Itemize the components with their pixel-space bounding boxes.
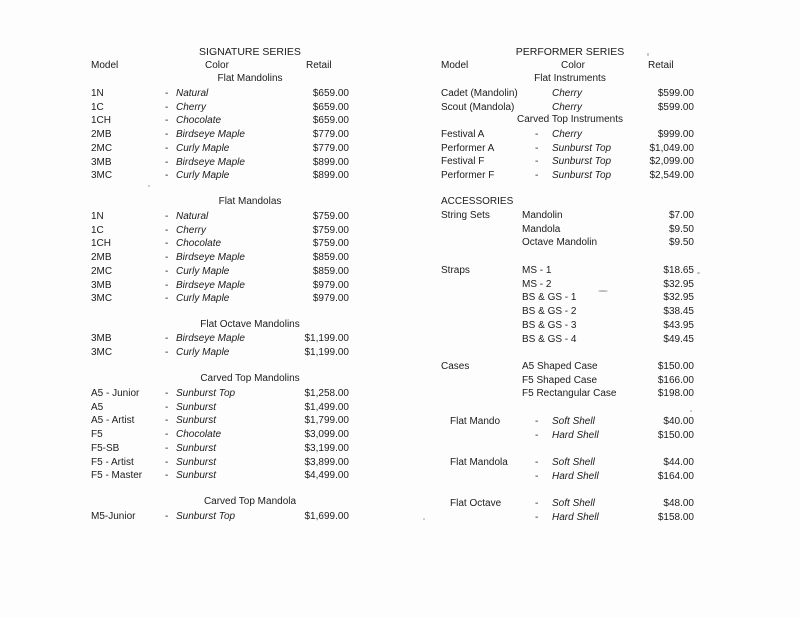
price-cell: $859.00 <box>312 252 349 264</box>
price-cell: $759.00 <box>312 238 349 250</box>
model-cell: F5-SB <box>91 442 120 454</box>
scan-speck <box>598 290 608 292</box>
model-cell: 3MB <box>91 156 112 168</box>
shell-type: Hard Shell <box>552 511 599 523</box>
dash-cell: - <box>535 142 539 154</box>
dash-cell: - <box>535 170 539 182</box>
accessory-price: $18.65 <box>663 265 694 276</box>
color-cell: Cherry <box>176 224 207 236</box>
accessory-item: Mandola <box>522 223 561 235</box>
scan-speck <box>647 53 649 56</box>
flat-octave-mandolins-title: Flat Octave Mandolins <box>200 319 300 330</box>
signature-series-title: SIGNATURE SERIES <box>199 46 301 58</box>
dash-cell: - <box>165 101 169 113</box>
color-cell: Sunburst Top <box>552 156 612 168</box>
shell-price: $158.00 <box>657 511 694 523</box>
color-cell: Birdseye Maple <box>176 333 245 344</box>
color-cell: Sunburst Top <box>552 142 612 154</box>
color-cell: Sunburst <box>176 470 217 482</box>
model-cell: 3MB <box>91 333 112 344</box>
color-cell: Chocolate <box>176 115 222 127</box>
dash-cell: - <box>165 388 169 399</box>
shell-price: $164.00 <box>657 470 694 482</box>
dash-cell: - <box>165 511 169 522</box>
accessory-price: $32.95 <box>663 292 694 304</box>
shell-type: Soft Shell <box>552 498 595 509</box>
string-sets-label: String Sets <box>441 210 490 221</box>
dash-cell: - <box>165 115 169 127</box>
dash-cell: - <box>165 401 169 413</box>
shell-price: $48.00 <box>663 498 694 509</box>
price-cell: $1,799.00 <box>304 415 349 427</box>
dash-cell: - <box>165 346 169 358</box>
flat-mandolas-title: Flat Mandolas <box>218 196 282 207</box>
dash-cell: - <box>165 442 169 454</box>
dash-cell: - <box>535 129 539 140</box>
price-cell: $599.00 <box>657 101 694 113</box>
color-cell: Sunburst <box>176 415 217 427</box>
accessory-price: $32.95 <box>663 278 694 290</box>
scan-speck <box>697 272 700 274</box>
model-cell: F5 <box>91 429 103 441</box>
model-cell: Performer A <box>441 142 495 154</box>
carved-top-instruments-title: Carved Top Instruments <box>517 114 623 125</box>
left-header-model: Model <box>91 60 119 71</box>
price-cell: $979.00 <box>312 293 349 305</box>
dash-cell: - <box>535 498 539 509</box>
right-header-color: Color <box>561 60 585 71</box>
accessory-item: Mandolin <box>522 210 563 221</box>
model-cell: Scout (Mandola) <box>441 101 515 113</box>
model-cell: 2MB <box>91 252 112 264</box>
color-cell: Curly Maple <box>176 142 230 154</box>
color-cell: Sunburst Top <box>552 170 612 182</box>
color-cell: Sunburst <box>176 456 217 468</box>
accessory-price: $38.45 <box>663 306 694 318</box>
model-cell: 3MC <box>91 170 113 182</box>
model-cell: Festival F <box>441 156 485 168</box>
price-cell: $3,199.00 <box>304 442 349 454</box>
shell-type: Soft Shell <box>552 416 595 427</box>
color-cell: Curly Maple <box>176 293 230 305</box>
dash-cell: - <box>535 429 539 441</box>
model-cell: A5 - Artist <box>91 415 135 427</box>
color-cell: Chocolate <box>176 238 222 250</box>
accessories-title: ACCESSORIES <box>441 196 514 207</box>
shell-price: $44.00 <box>663 457 694 468</box>
right-header-model: Model <box>441 60 469 71</box>
dash-cell: - <box>165 224 169 236</box>
dash-cell: - <box>165 265 169 277</box>
cases-label: Cases <box>441 361 470 372</box>
price-cell: $2,549.00 <box>649 170 694 182</box>
color-cell: Birdseye Maple <box>176 252 245 264</box>
dash-cell: - <box>165 252 169 264</box>
left-header-color: Color <box>205 60 229 71</box>
price-cell: $3,099.00 <box>304 429 349 441</box>
accessory-item: BS & GS - 1 <box>522 292 577 304</box>
scan-speck <box>423 518 425 520</box>
price-cell: $659.00 <box>312 88 349 99</box>
model-cell: 3MC <box>91 293 113 305</box>
dash-cell: - <box>535 470 539 482</box>
color-cell: Chocolate <box>176 429 222 441</box>
price-cell: $899.00 <box>312 170 349 182</box>
model-cell: 1N <box>91 211 104 222</box>
dash-cell: - <box>165 333 169 344</box>
color-cell: Cherry <box>176 101 207 113</box>
price-cell: $1,699.00 <box>304 511 349 522</box>
color-cell: Curly Maple <box>176 170 230 182</box>
dash-cell: - <box>165 156 169 168</box>
color-cell: Birdseye Maple <box>176 129 245 141</box>
dash-cell: - <box>165 238 169 250</box>
model-cell: 1CH <box>91 238 112 250</box>
accessory-price: $43.95 <box>663 319 694 331</box>
accessory-price: $166.00 <box>657 374 694 386</box>
model-cell: 1N <box>91 88 104 99</box>
model-cell: A5 <box>91 401 104 413</box>
accessory-price: $49.45 <box>663 333 694 345</box>
accessory-price: $7.00 <box>668 210 694 221</box>
price-cell: $759.00 <box>312 224 349 236</box>
dash-cell: - <box>165 429 169 441</box>
model-cell: 2MC <box>91 265 113 277</box>
dash-cell: - <box>165 88 169 99</box>
price-cell: $899.00 <box>312 156 349 168</box>
price-cell: $4,499.00 <box>304 470 349 482</box>
price-cell: $859.00 <box>312 265 349 277</box>
price-cell: $659.00 <box>312 115 349 127</box>
straps-label: Straps <box>441 265 470 276</box>
dash-cell: - <box>165 129 169 141</box>
model-cell: F5 - Master <box>91 470 143 482</box>
accessory-item: Octave Mandolin <box>522 237 598 249</box>
accessory-item: A5 Shaped Case <box>522 361 598 372</box>
dash-cell: - <box>165 470 169 482</box>
accessory-price: $9.50 <box>668 223 694 235</box>
case-shell-group-label: Flat Mandola <box>450 457 508 468</box>
model-cell: Performer F <box>441 170 495 182</box>
dash-cell: - <box>165 456 169 468</box>
accessory-item: MS - 2 <box>522 278 552 290</box>
accessory-item: MS - 1 <box>522 265 552 276</box>
color-cell: Sunburst Top <box>176 511 236 522</box>
accessory-item: BS & GS - 3 <box>522 319 577 331</box>
price-cell: $779.00 <box>312 142 349 154</box>
color-cell: Birdseye Maple <box>176 156 245 168</box>
accessory-price: $198.00 <box>657 388 694 400</box>
price-cell: $759.00 <box>312 211 349 222</box>
performer-series-title: PERFORMER SERIES <box>515 46 625 58</box>
color-cell: Curly Maple <box>176 346 230 358</box>
price-cell: $779.00 <box>312 129 349 141</box>
model-cell: 3MB <box>91 279 112 291</box>
color-cell: Cherry <box>552 101 583 113</box>
model-cell: A5 - Junior <box>91 388 140 399</box>
accessory-item: BS & GS - 4 <box>522 333 577 345</box>
price-cell: $1,049.00 <box>649 142 694 154</box>
model-cell: Festival A <box>441 129 485 140</box>
accessory-item: F5 Rectangular Case <box>522 388 617 400</box>
scan-speck <box>690 410 692 412</box>
carved-top-mandolins-title: Carved Top Mandolins <box>200 373 300 384</box>
price-cell: $1,199.00 <box>304 346 349 358</box>
color-cell: Birdseye Maple <box>176 279 245 291</box>
price-cell: $599.00 <box>657 88 694 99</box>
color-cell: Curly Maple <box>176 265 230 277</box>
dash-cell: - <box>535 156 539 168</box>
shell-price: $150.00 <box>657 429 694 441</box>
dash-cell: - <box>165 415 169 427</box>
flat-instruments-title: Flat Instruments <box>534 73 606 84</box>
price-cell: $979.00 <box>312 279 349 291</box>
color-cell: Natural <box>176 211 209 222</box>
color-cell: Sunburst Top <box>176 388 236 399</box>
shell-type: Hard Shell <box>552 429 599 441</box>
shell-type: Soft Shell <box>552 457 595 468</box>
model-cell: 2MC <box>91 142 113 154</box>
accessory-item: BS & GS - 2 <box>522 306 577 318</box>
flat-mandolins-title: Flat Mandolins <box>217 73 283 84</box>
accessory-price: $150.00 <box>657 361 694 372</box>
model-cell: F5 - Artist <box>91 456 134 468</box>
dash-cell: - <box>165 293 169 305</box>
color-cell: Cherry <box>552 129 583 140</box>
right-header-retail: Retail <box>648 60 674 71</box>
dash-cell: - <box>165 211 169 222</box>
price-cell: $1,258.00 <box>304 388 349 399</box>
dash-cell: - <box>165 279 169 291</box>
carved-top-mandola-title: Carved Top Mandola <box>203 496 297 507</box>
model-cell: 1C <box>91 224 104 236</box>
scan-speck <box>148 185 150 187</box>
case-shell-group-label: Flat Octave <box>450 498 502 509</box>
accessory-item: F5 Shaped Case <box>522 374 598 386</box>
dash-cell: - <box>165 170 169 182</box>
price-cell: $999.00 <box>657 129 694 140</box>
left-header-retail: Retail <box>306 60 332 71</box>
model-cell: 3MC <box>91 346 113 358</box>
shell-price: $40.00 <box>663 416 694 427</box>
price-cell: $1,499.00 <box>304 401 349 413</box>
color-cell: Sunburst <box>176 442 217 454</box>
dash-cell: - <box>535 416 539 427</box>
model-cell: 1CH <box>91 115 112 127</box>
color-cell: Natural <box>176 88 209 99</box>
price-cell: $659.00 <box>312 101 349 113</box>
dash-cell: - <box>535 511 539 523</box>
price-cell: $1,199.00 <box>304 333 349 344</box>
accessory-price: $9.50 <box>668 237 694 249</box>
case-shell-group-label: Flat Mando <box>450 416 501 427</box>
dash-cell: - <box>165 142 169 154</box>
price-cell: $3,899.00 <box>304 456 349 468</box>
model-cell: 2MB <box>91 129 112 141</box>
model-cell: Cadet (Mandolin) <box>441 88 518 99</box>
color-cell: Cherry <box>552 88 583 99</box>
shell-type: Hard Shell <box>552 470 599 482</box>
price-cell: $2,099.00 <box>649 156 694 168</box>
color-cell: Sunburst <box>176 401 217 413</box>
dash-cell: - <box>535 457 539 468</box>
model-cell: 1C <box>91 101 104 113</box>
model-cell: M5-Junior <box>91 511 136 522</box>
